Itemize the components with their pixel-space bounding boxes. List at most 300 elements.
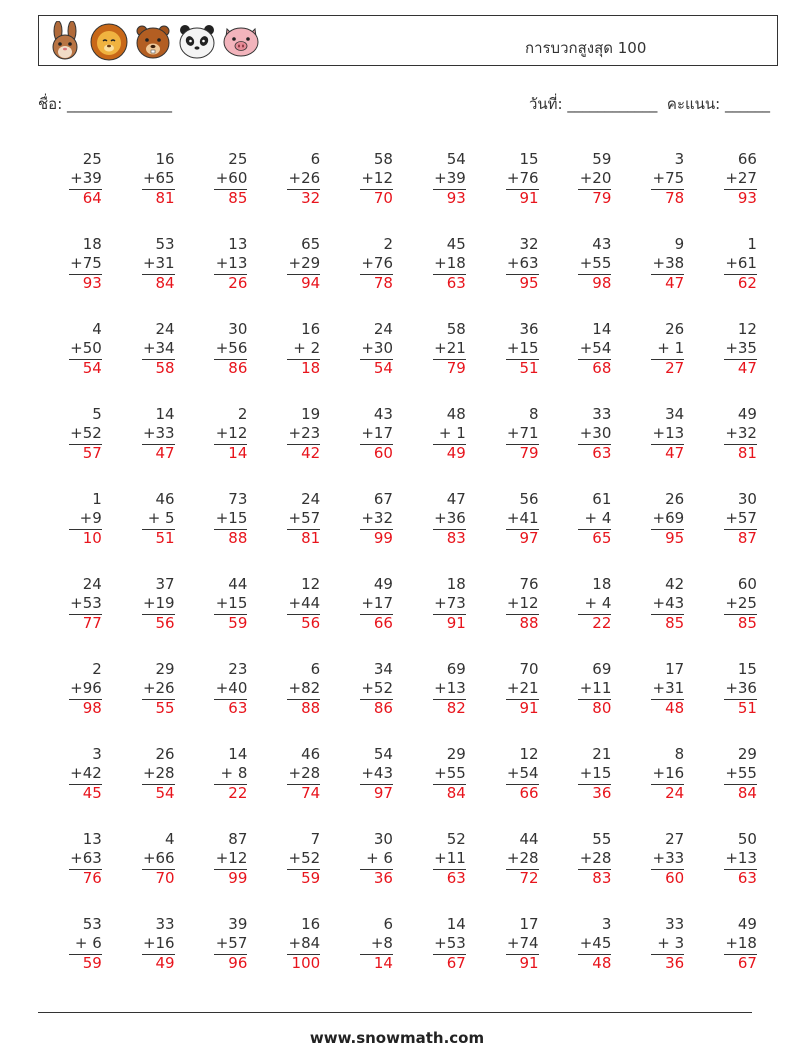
second-addend: +11 — [434, 849, 466, 867]
answer: 79 — [446, 359, 466, 377]
problem-item — [329, 404, 402, 489]
second-addend: +28 — [288, 764, 321, 782]
second-addend: +36 — [725, 679, 757, 697]
first-addend: 34 — [373, 660, 393, 678]
problem-item — [620, 404, 693, 489]
first-addend: 70 — [519, 660, 539, 678]
answer: 88 — [228, 529, 248, 547]
second-addend: +12 — [215, 424, 248, 442]
problem-item — [329, 489, 402, 574]
second-addend: +36 — [434, 509, 466, 527]
problem-item — [38, 744, 111, 829]
first-addend: 12 — [519, 745, 539, 763]
answer: 78 — [665, 189, 685, 207]
first-addend: 13 — [82, 830, 102, 848]
answer: 97 — [519, 529, 539, 547]
problem-item — [548, 489, 621, 574]
second-addend: +15 — [579, 764, 612, 782]
problem-item — [329, 659, 402, 744]
answer: 63 — [446, 869, 466, 887]
first-addend: 45 — [446, 235, 466, 253]
problem-item — [256, 234, 329, 319]
problem-item — [329, 914, 402, 999]
second-addend: +65 — [142, 169, 175, 187]
first-addend: 23 — [228, 660, 248, 678]
second-addend: + 6 — [366, 849, 393, 867]
second-addend: +54 — [506, 764, 539, 782]
first-addend: 26 — [155, 745, 175, 763]
answer: 49 — [446, 444, 466, 462]
second-addend: +74 — [506, 934, 539, 952]
second-addend: +84 — [288, 934, 321, 952]
first-addend: 29 — [446, 745, 466, 763]
second-addend: +53 — [70, 594, 102, 612]
rabbit-icon — [45, 21, 85, 61]
problem-item — [184, 319, 257, 404]
second-addend: +54 — [579, 339, 612, 357]
second-addend: +13 — [725, 849, 757, 867]
first-addend: 27 — [665, 830, 685, 848]
answer: 91 — [446, 614, 466, 632]
first-addend: 3 — [674, 150, 685, 168]
answer: 10 — [82, 529, 102, 547]
problem-item — [620, 149, 693, 234]
problem-item — [620, 574, 693, 659]
second-addend: +8 — [370, 934, 393, 952]
problem-item — [111, 489, 184, 574]
first-addend: 37 — [155, 575, 175, 593]
second-addend: + 6 — [74, 934, 102, 952]
first-addend: 30 — [373, 830, 393, 848]
first-addend: 24 — [82, 575, 102, 593]
first-addend: 26 — [665, 490, 685, 508]
bear-icon — [133, 21, 173, 61]
problem-item — [693, 319, 766, 404]
answer: 93 — [82, 274, 102, 292]
first-addend: 18 — [82, 235, 102, 253]
problem-item — [38, 149, 111, 234]
second-addend: +13 — [652, 424, 685, 442]
first-addend: 49 — [737, 405, 757, 423]
first-addend: 4 — [92, 320, 102, 338]
answer: 91 — [519, 189, 539, 207]
problem-item — [111, 234, 184, 319]
answer: 63 — [737, 869, 757, 887]
first-addend: 1 — [92, 490, 102, 508]
answer: 22 — [592, 614, 612, 632]
first-addend: 16 — [301, 320, 321, 338]
answer: 59 — [228, 614, 248, 632]
first-addend: 56 — [519, 490, 539, 508]
first-addend: 30 — [228, 320, 248, 338]
name-field: ชื่อ: ______________ — [38, 95, 173, 113]
second-addend: +11 — [579, 679, 612, 697]
answer: 83 — [592, 869, 612, 887]
second-addend: +75 — [70, 254, 102, 272]
answer: 47 — [155, 444, 175, 462]
first-addend: 25 — [228, 150, 248, 168]
second-addend: +16 — [142, 934, 175, 952]
first-addend: 15 — [737, 660, 757, 678]
first-addend: 14 — [446, 915, 466, 933]
answer: 88 — [519, 614, 539, 632]
second-addend: +76 — [361, 254, 393, 272]
second-addend: +52 — [361, 679, 393, 697]
answer: 84 — [737, 784, 757, 802]
second-addend: +61 — [725, 254, 757, 272]
answer: 72 — [519, 869, 539, 887]
problem-item — [256, 659, 329, 744]
problem-item — [38, 829, 111, 914]
second-addend: +63 — [70, 849, 102, 867]
problem-item — [402, 234, 475, 319]
second-addend: +30 — [579, 424, 612, 442]
second-addend: +40 — [215, 679, 248, 697]
animal-icons — [45, 21, 261, 61]
first-addend: 2 — [383, 235, 393, 253]
answer: 47 — [665, 274, 685, 292]
first-addend: 5 — [92, 405, 102, 423]
answer: 51 — [737, 699, 757, 717]
answer: 48 — [665, 699, 685, 717]
problem-item — [111, 149, 184, 234]
answer: 67 — [446, 954, 466, 972]
second-addend: + 1 — [657, 339, 685, 357]
second-addend: +25 — [725, 594, 757, 612]
answer: 27 — [665, 359, 685, 377]
second-addend: + 4 — [584, 594, 612, 612]
second-addend: +57 — [725, 509, 757, 527]
answer: 81 — [737, 444, 757, 462]
second-addend: +45 — [579, 934, 612, 952]
second-addend: +19 — [142, 594, 175, 612]
second-addend: +75 — [652, 169, 685, 187]
problem-item — [693, 914, 766, 999]
first-addend: 73 — [228, 490, 248, 508]
pig-icon — [221, 21, 261, 61]
answer: 22 — [228, 784, 248, 802]
first-addend: 16 — [155, 150, 175, 168]
problem-item — [111, 659, 184, 744]
answer: 77 — [82, 614, 102, 632]
first-addend: 17 — [519, 915, 539, 933]
answer: 57 — [82, 444, 102, 462]
answer: 96 — [228, 954, 248, 972]
first-addend: 1 — [747, 235, 757, 253]
second-addend: +60 — [215, 169, 248, 187]
problem-item — [475, 914, 548, 999]
second-addend: +57 — [215, 934, 248, 952]
first-addend: 69 — [592, 660, 612, 678]
second-addend: +13 — [215, 254, 248, 272]
answer: 42 — [301, 444, 321, 462]
answer: 63 — [446, 274, 466, 292]
problem-item — [329, 319, 402, 404]
problem-item — [402, 149, 475, 234]
second-addend: +21 — [434, 339, 466, 357]
second-addend: +71 — [506, 424, 539, 442]
second-addend: +55 — [725, 764, 757, 782]
answer: 93 — [737, 189, 757, 207]
first-addend: 14 — [228, 745, 248, 763]
first-addend: 54 — [373, 745, 393, 763]
answer: 59 — [301, 869, 321, 887]
second-addend: +52 — [288, 849, 321, 867]
first-addend: 49 — [373, 575, 393, 593]
answer: 67 — [737, 954, 757, 972]
answer: 64 — [82, 189, 102, 207]
problem-item — [620, 829, 693, 914]
answer: 14 — [373, 954, 393, 972]
first-addend: 50 — [737, 830, 757, 848]
first-addend: 7 — [310, 830, 321, 848]
answer: 58 — [155, 359, 175, 377]
second-addend: + 5 — [147, 509, 175, 527]
problem-item — [256, 914, 329, 999]
answer: 55 — [155, 699, 175, 717]
answer: 98 — [82, 699, 102, 717]
answer: 47 — [737, 359, 757, 377]
second-addend: +38 — [652, 254, 685, 272]
header-box — [38, 15, 778, 66]
second-addend: +28 — [142, 764, 175, 782]
first-addend: 60 — [737, 575, 757, 593]
second-addend: +18 — [725, 934, 757, 952]
problem-item — [548, 829, 621, 914]
first-addend: 42 — [665, 575, 685, 593]
problem-item — [548, 914, 621, 999]
problem-item — [620, 234, 693, 319]
problem-item — [693, 404, 766, 489]
answer: 62 — [737, 274, 757, 292]
second-addend: +44 — [288, 594, 321, 612]
problem-item — [402, 744, 475, 829]
answer: 51 — [155, 529, 175, 547]
first-addend: 53 — [155, 235, 175, 253]
problem-item — [475, 234, 548, 319]
answer: 51 — [519, 359, 539, 377]
first-addend: 24 — [155, 320, 175, 338]
answer: 95 — [665, 529, 685, 547]
problem-item — [620, 489, 693, 574]
answer: 93 — [446, 189, 466, 207]
problem-item — [402, 829, 475, 914]
first-addend: 48 — [446, 405, 466, 423]
problem-item — [475, 149, 548, 234]
second-addend: +30 — [361, 339, 393, 357]
first-addend: 12 — [737, 320, 757, 338]
second-addend: +33 — [652, 849, 685, 867]
second-addend: +17 — [361, 424, 393, 442]
second-addend: +18 — [434, 254, 466, 272]
answer: 76 — [82, 869, 102, 887]
first-addend: 61 — [592, 490, 612, 508]
second-addend: +41 — [506, 509, 539, 527]
first-addend: 58 — [446, 320, 466, 338]
problem-item — [693, 149, 766, 234]
second-addend: +55 — [579, 254, 612, 272]
first-addend: 58 — [373, 150, 393, 168]
problem-item — [475, 404, 548, 489]
answer: 84 — [446, 784, 466, 802]
answer: 60 — [373, 444, 393, 462]
first-addend: 30 — [737, 490, 757, 508]
first-addend: 3 — [92, 745, 102, 763]
second-addend: +26 — [288, 169, 321, 187]
second-addend: +26 — [142, 679, 175, 697]
answer: 100 — [291, 954, 321, 972]
footer-site: www.snowmath.com — [309, 1029, 485, 1047]
answer: 54 — [373, 359, 393, 377]
first-addend: 49 — [737, 915, 757, 933]
problem-item — [329, 149, 402, 234]
first-addend: 17 — [665, 660, 685, 678]
answer: 74 — [301, 784, 321, 802]
answer: 49 — [155, 954, 175, 972]
answer: 95 — [519, 274, 539, 292]
problem-item — [256, 404, 329, 489]
first-addend: 33 — [155, 915, 175, 933]
second-addend: +12 — [215, 849, 248, 867]
second-addend: +96 — [70, 679, 102, 697]
problem-item — [475, 744, 548, 829]
second-addend: + 3 — [657, 934, 685, 952]
problem-item — [38, 489, 111, 574]
problem-item — [693, 234, 766, 319]
second-addend: +42 — [70, 764, 102, 782]
answer: 70 — [373, 189, 393, 207]
problem-item — [184, 914, 257, 999]
second-addend: +76 — [506, 169, 539, 187]
problem-item — [38, 404, 111, 489]
date-score-field: วันที่: ____________ คะแนน: ______ — [528, 95, 770, 113]
problem-item — [402, 319, 475, 404]
problem-item — [184, 489, 257, 574]
problem-item — [475, 574, 548, 659]
second-addend: +33 — [142, 424, 175, 442]
answer: 85 — [228, 189, 248, 207]
answer: 14 — [228, 444, 248, 462]
first-addend: 33 — [592, 405, 612, 423]
answer: 79 — [519, 444, 539, 462]
panda-icon — [177, 21, 217, 61]
problem-item — [256, 319, 329, 404]
problem-item — [548, 319, 621, 404]
second-addend: +15 — [215, 594, 248, 612]
second-addend: +28 — [506, 849, 539, 867]
answer: 45 — [82, 784, 102, 802]
answer: 83 — [446, 529, 466, 547]
second-addend: +82 — [288, 679, 321, 697]
problem-item — [111, 574, 184, 659]
answer: 94 — [301, 274, 321, 292]
second-addend: +9 — [79, 509, 102, 527]
problem-item — [402, 574, 475, 659]
problem-item — [693, 659, 766, 744]
second-addend: +27 — [725, 169, 757, 187]
first-addend: 34 — [665, 405, 685, 423]
answer: 97 — [373, 784, 393, 802]
answer: 98 — [592, 274, 612, 292]
first-addend: 8 — [529, 405, 539, 423]
second-addend: +43 — [361, 764, 393, 782]
first-addend: 52 — [446, 830, 466, 848]
first-addend: 69 — [446, 660, 466, 678]
first-addend: 2 — [92, 660, 102, 678]
answer: 78 — [373, 274, 393, 292]
answer: 81 — [155, 189, 175, 207]
answer: 85 — [665, 614, 685, 632]
problem-item — [402, 659, 475, 744]
first-addend: 44 — [228, 575, 248, 593]
first-addend: 43 — [592, 235, 612, 253]
problem-item — [38, 659, 111, 744]
first-addend: 16 — [301, 915, 321, 933]
problem-item — [184, 744, 257, 829]
problem-item — [693, 574, 766, 659]
first-addend: 25 — [82, 150, 102, 168]
first-addend: 36 — [519, 320, 539, 338]
problem-item — [475, 489, 548, 574]
second-addend: +39 — [70, 169, 102, 187]
second-addend: +20 — [579, 169, 612, 187]
second-addend: + 4 — [584, 509, 612, 527]
answer: 91 — [519, 954, 539, 972]
first-addend: 66 — [737, 150, 757, 168]
problem-item — [111, 404, 184, 489]
first-addend: 18 — [592, 575, 612, 593]
problem-item — [184, 149, 257, 234]
problem-item — [184, 404, 257, 489]
second-addend: +43 — [652, 594, 685, 612]
first-addend: 87 — [228, 830, 248, 848]
second-addend: +35 — [725, 339, 757, 357]
second-addend: +12 — [361, 169, 393, 187]
answer: 56 — [155, 614, 175, 632]
answer: 26 — [228, 274, 248, 292]
answer: 18 — [301, 359, 321, 377]
answer: 36 — [665, 954, 685, 972]
answer: 36 — [592, 784, 612, 802]
problem-grid — [38, 149, 766, 999]
second-addend: +21 — [506, 679, 539, 697]
answer: 99 — [228, 869, 248, 887]
first-addend: 3 — [601, 915, 612, 933]
problem-item — [620, 319, 693, 404]
second-addend: +50 — [70, 339, 102, 357]
first-addend: 53 — [82, 915, 102, 933]
first-addend: 14 — [155, 405, 175, 423]
second-addend: +32 — [361, 509, 393, 527]
problem-item — [256, 574, 329, 659]
second-addend: +55 — [434, 764, 466, 782]
first-addend: 4 — [165, 830, 175, 848]
problem-item — [38, 914, 111, 999]
answer: 84 — [155, 274, 175, 292]
footer-divider — [38, 1012, 752, 1013]
answer: 48 — [592, 954, 612, 972]
first-addend: 32 — [519, 235, 539, 253]
problem-item — [402, 914, 475, 999]
problem-item — [548, 574, 621, 659]
problem-item — [693, 489, 766, 574]
worksheet-title: การบวกสูงสุด 100 — [525, 39, 647, 57]
second-addend: +13 — [434, 679, 466, 697]
answer: 54 — [82, 359, 102, 377]
answer: 54 — [155, 784, 175, 802]
answer: 86 — [373, 699, 393, 717]
answer: 87 — [737, 529, 757, 547]
